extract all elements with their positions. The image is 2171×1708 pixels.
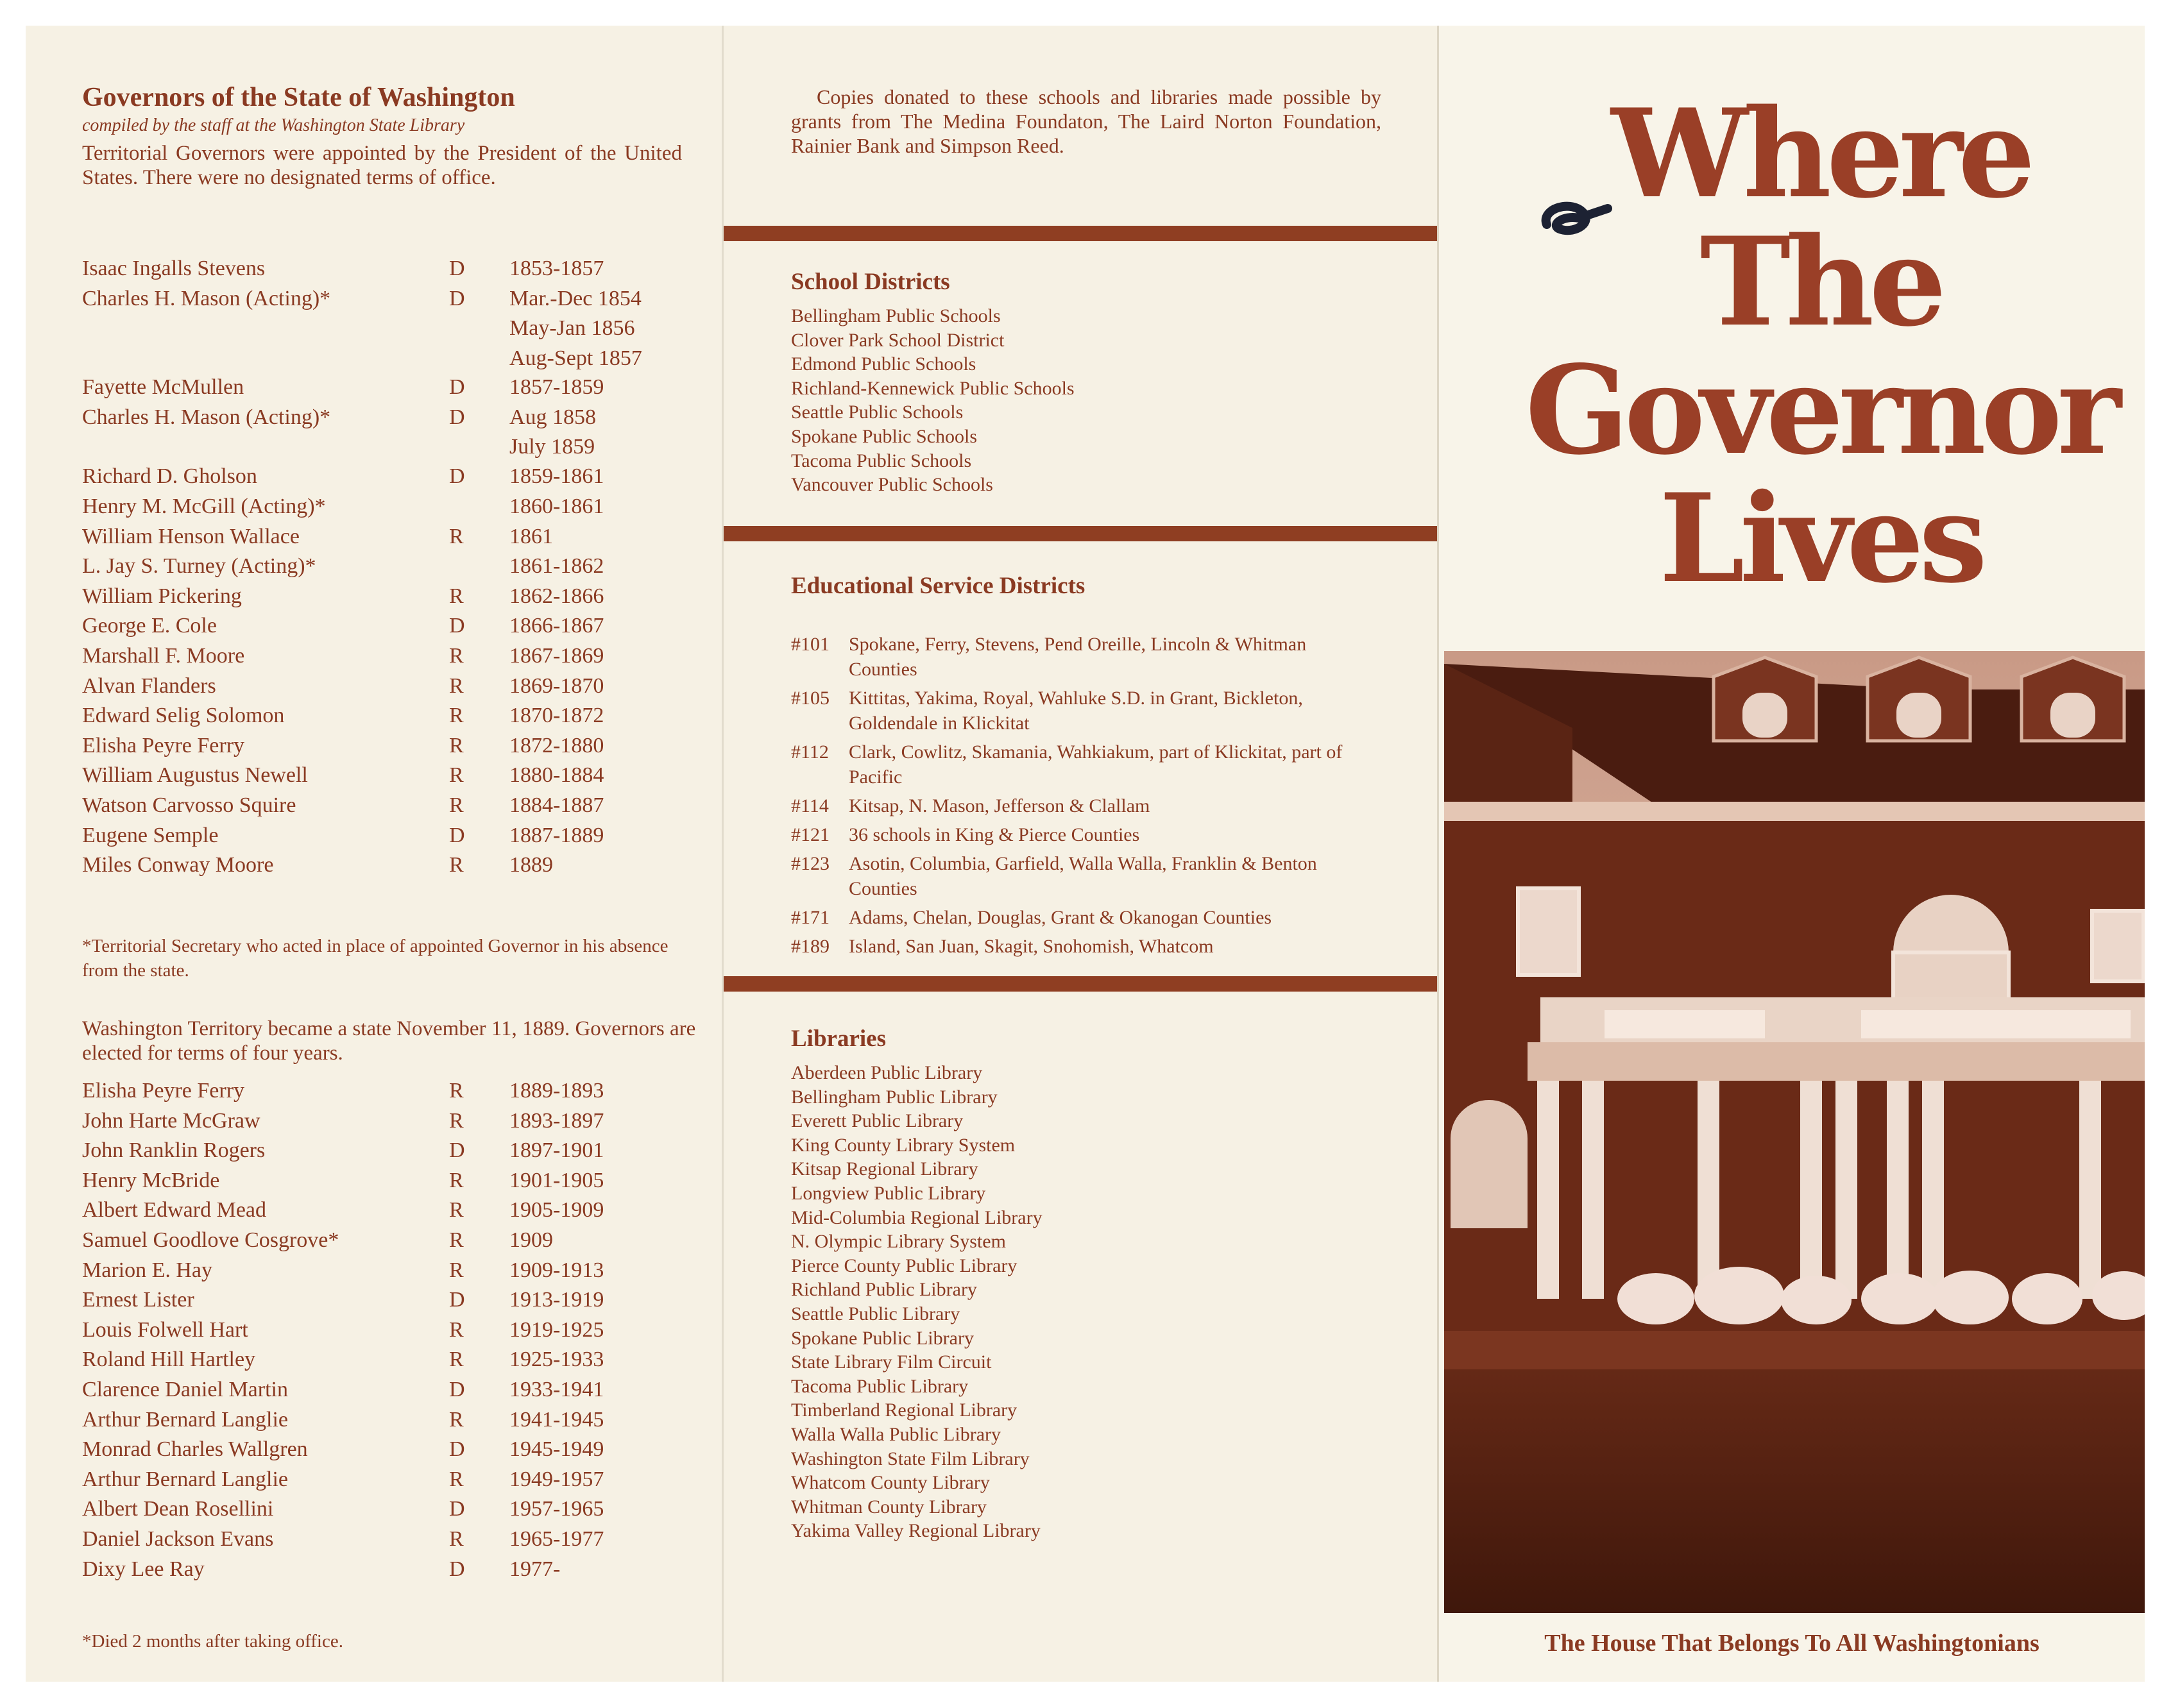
governor-term: July 1859 [509,435,595,459]
governor-row [82,584,698,614]
esd-code: #171 [791,907,830,928]
governor-party: D [449,1497,465,1521]
governor-row [82,375,698,405]
governor-name: Edward Selig Solomon [82,704,285,728]
governor-term: 1857-1859 [509,375,604,400]
school-district-item: Seattle Public Schools [791,402,964,423]
territorial-governors-list [82,257,698,883]
library-item: Whatcom County Library [791,1472,990,1494]
governor-party: D [449,1437,465,1462]
library-item: Pierce County Public Library [791,1255,1017,1276]
governor-name: Roland Hill Hartley [82,1348,256,1372]
governor-term: 1884-1887 [509,793,604,817]
governor-party: R [449,584,464,608]
cover-title-line: Where [1611,82,2031,225]
governor-name: L. Jay S. Turney (Acting)* [82,554,316,579]
esd-counties: Kitsap, N. Mason, Jefferson & Clallam [849,795,1150,816]
governor-row [82,1497,698,1527]
governor-row [82,853,698,883]
library-item: Aberdeen Public Library [791,1062,983,1083]
governor-party: R [449,793,464,817]
governor-term: 1977- [509,1557,561,1581]
governor-term: May-Jan 1856 [509,316,635,341]
cover-title-line: The [1699,210,1942,353]
governor-name: John Ranklin Rogers [82,1138,266,1163]
library-item: Yakima Valley Regional Library [791,1520,1041,1542]
governor-name: Arthur Bernard Langlie [82,1467,288,1491]
governor-term: 1945-1949 [509,1437,604,1462]
governor-party: R [449,1467,464,1491]
governor-term: 1862-1866 [509,584,604,608]
governor-term: 1861 [509,524,553,548]
governor-name: Samuel Goodlove Cosgrove* [82,1228,339,1252]
governor-party: R [449,704,464,728]
esd-item [791,905,1368,930]
governor-term: 1867-1869 [509,643,604,668]
section-divider [724,976,1439,992]
governor-name: Henry McBride [82,1168,220,1192]
governors-title: Governors of the State of Washington [82,83,515,112]
territorial-footnote: *Territorial Secretary who acted in place of appointed Governor in his absence from the state. [82,936,668,981]
governor-row [82,1109,698,1139]
school-district-item: Tacoma Public Schools [791,450,972,471]
governor-party: D [449,614,465,638]
governor-term: Mar.-Dec 1854 [509,286,642,310]
esd-item [791,686,1368,736]
handwritten-mark-icon [1534,189,1624,247]
esd-item [791,740,1368,790]
governor-row [82,793,698,824]
esd-code: #121 [791,824,830,845]
governor-name: John Harte McGraw [82,1108,260,1133]
governor-term: 1901-1905 [509,1168,604,1192]
governor-party: R [449,1228,464,1252]
governor-row [82,1348,698,1378]
cover-title [1500,82,2141,610]
governor-row [82,1228,698,1258]
cover-title-line: Lives [1658,467,1983,610]
governors-panel [26,26,722,1682]
governor-name: Miles Conway Moore [82,853,274,877]
governor-party: R [449,1198,464,1222]
library-item: Seattle Public Library [791,1303,960,1324]
governor-term: Aug-Sept 1857 [509,346,642,370]
governor-name: Charles H. Mason (Acting)* [82,286,331,310]
governors-subtitle: compiled by the staff at the Washington State Library [82,115,465,135]
governor-party: R [449,524,464,548]
esd-counties: Clark, Cowlitz, Skamania, Wahkiakum, part of Klickitat, part of Pacific [849,741,1343,788]
governor-term: 1853-1857 [509,257,604,280]
governor-name: Charles H. Mason (Acting)* [82,405,331,429]
governor-row [82,1169,698,1199]
library-item: Timberland Regional Library [791,1399,1017,1421]
governor-term: 1919-1925 [509,1317,604,1342]
esd-code: #189 [791,936,830,957]
governor-term: 1897-1901 [509,1138,604,1163]
governor-party: R [449,1258,464,1282]
state-footnote: *Died 2 months after taking office. [82,1631,343,1652]
governor-term: Aug 1858 [509,405,597,429]
governor-name: George E. Cole [82,614,217,638]
governor-name: Richard D. Gholson [82,464,257,489]
governor-party: R [449,1079,464,1103]
esd-counties: Kittitas, Yakima, Royal, Wahluke S.D. in Grant, Bickleton, Goldendale in Klickitat [849,688,1303,734]
governor-term: 1925-1933 [509,1348,604,1372]
governor-row [82,1258,698,1289]
governor-term: 1905-1909 [509,1198,604,1222]
section-divider [724,526,1439,541]
governor-term: 1913-1919 [509,1288,604,1312]
school-districts-title: School Districts [791,269,950,295]
governor-row [82,704,698,734]
library-item: Everett Public Library [791,1110,964,1132]
school-district-item: Bellingham Public Schools [791,305,1001,326]
library-item: Mid-Columbia Regional Library [791,1206,1043,1228]
governor-term: 1859-1861 [509,464,604,489]
governor-name: Isaac Ingalls Stevens [82,257,266,280]
governor-name: Ernest Lister [82,1288,194,1312]
governor-row [82,1138,698,1169]
governor-term: 1909 [509,1228,553,1252]
esd-code: #114 [791,795,829,816]
governor-row [82,464,698,495]
governor-party: R [449,643,464,668]
governor-row [82,1408,698,1438]
library-item: Washington State Film Library [791,1448,1030,1469]
governor-party: D [449,1288,465,1312]
governor-row [82,495,698,525]
governor-row [82,525,698,555]
esd-code: #112 [791,741,829,763]
esd-counties: Island, San Juan, Skagit, Snohomish, Whatcom [849,936,1214,957]
library-item: Longview Public Library [791,1182,986,1204]
governor-name: Albert Dean Rosellini [82,1497,274,1521]
esd-counties: Spokane, Ferry, Stevens, Pend Oreille, Lincoln & Whitman Counties [849,634,1307,680]
governor-term: 1887-1889 [509,823,604,847]
esd-code: #105 [791,688,830,709]
governor-party: D [449,257,465,280]
donations-panel [722,26,1439,1682]
territorial-intro: Territorial Governors were appointed by the President of the United States. There were no designated terms of office. [82,142,682,189]
esd-item [791,851,1368,901]
governor-term: 1866-1867 [509,614,604,638]
governor-name: Dixy Lee Ray [82,1557,205,1581]
donation-intro: Copies donated to these schools and libraries made possible by grants from The Medina Foundaton, The Laird Norton Foundation, Rainier Bank and Simpson Reed. [791,85,1381,157]
esd-counties: 36 schools in King & Pierce Counties [849,824,1140,845]
governor-term: 1869-1870 [509,673,604,698]
governor-name: Louis Folwell Hart [82,1317,248,1342]
governor-term: 1965-1977 [509,1526,604,1551]
governor-party: R [449,733,464,757]
section-divider [724,226,1439,241]
governor-party: D [449,464,465,489]
governor-row [82,1079,698,1109]
esd-item [791,822,1368,847]
governor-name: Monrad Charles Wallgren [82,1437,308,1462]
school-district-item: Spokane Public Schools [791,425,977,447]
esd-title: Educational Service Districts [791,573,1086,599]
governor-row [82,763,698,793]
governor-name: Albert Edward Mead [82,1198,267,1222]
esd-item [791,934,1368,959]
governor-row [82,674,698,704]
school-district-item: Edmond Public Schools [791,353,976,375]
governor-party: D [449,1377,465,1401]
governor-row [82,405,698,465]
library-item: Bellingham Public Library [791,1086,998,1108]
governor-term: 1860-1861 [509,494,604,518]
library-item: Richland Public Library [791,1279,977,1301]
governors-mansion-photo [1444,651,2145,1613]
library-item: Kitsap Regional Library [791,1158,978,1180]
governor-row [82,554,698,584]
governor-term: 1889 [509,853,553,877]
governor-party: D [449,1138,465,1163]
governor-row [82,1378,698,1408]
library-item: Spokane Public Library [791,1327,974,1349]
governor-party: D [449,405,465,429]
esd-code: #101 [791,634,830,655]
governor-term: 1933-1941 [509,1377,604,1401]
esd-code: #123 [791,853,830,874]
school-district-item: Vancouver Public Schools [791,474,993,496]
governor-term: 1861-1862 [509,554,604,579]
governor-name: Marshall F. Moore [82,643,245,668]
governor-name: Arthur Bernard Langlie [82,1407,288,1432]
governor-party: D [449,1557,465,1581]
library-item: State Library Film Circuit [791,1351,992,1373]
governor-party: R [449,763,464,788]
statehood-intro: Washington Territory became a state November 11, 1889. Governors are elected for terms of four years. [82,1017,696,1065]
governor-row [82,824,698,854]
governor-row [82,1527,698,1557]
governor-party: D [449,823,465,847]
governor-party: R [449,1526,464,1551]
esd-item [791,793,1368,818]
governor-name: Marion E. Hay [82,1258,213,1282]
governor-party: D [449,375,465,400]
governor-term: 1941-1945 [509,1407,604,1432]
governor-row [82,1557,698,1587]
governor-name: William Augustus Newell [82,763,308,788]
governor-row [82,1437,698,1467]
esd-counties: Asotin, Columbia, Garfield, Walla Walla, Franklin & Benton Counties [849,853,1317,899]
governor-row [82,644,698,674]
library-item: Tacoma Public Library [791,1375,969,1397]
governor-term: 1893-1897 [509,1108,604,1133]
governor-name: Elisha Peyre Ferry [82,1079,245,1103]
libraries-list [791,1061,1368,1543]
governor-name: William Pickering [82,584,242,608]
esd-item [791,632,1368,682]
governor-row [82,257,698,287]
brochure-sheet [26,26,2143,1682]
school-district-item: Richland-Kennewick Public Schools [791,377,1075,399]
governor-name: Clarence Daniel Martin [82,1377,288,1401]
governor-party: R [449,1317,464,1342]
school-district-item: Clover Park School District [791,329,1005,351]
school-districts-list [791,304,1368,497]
governor-name: Alvan Flanders [82,673,216,698]
governor-row [82,614,698,644]
governor-party: R [449,1168,464,1192]
governor-row [82,1467,698,1498]
governor-term: 1949-1957 [509,1467,604,1491]
governor-term: 1957-1965 [509,1497,604,1521]
state-governors-list [82,1079,698,1587]
library-item: King County Library System [791,1134,1016,1156]
governor-name: Henry M. McGill (Acting)* [82,494,326,518]
esd-counties: Adams, Chelan, Douglas, Grant & Okanogan Counties [849,907,1272,928]
governor-term: 1909-1913 [509,1258,604,1282]
libraries-title: Libraries [791,1026,886,1052]
library-item: N. Olympic Library System [791,1231,1006,1253]
governor-party: R [449,1108,464,1133]
governor-name: Watson Carvosso Squire [82,793,296,817]
governor-term: 1870-1872 [509,704,604,728]
cover-tagline: The House That Belongs To All Washingtonians [1544,1630,2039,1657]
governor-row [82,1318,698,1348]
governor-party: R [449,1407,464,1432]
library-item: Whitman County Library [791,1496,987,1518]
governor-name: Fayette McMullen [82,375,244,400]
library-item: Walla Walla Public Library [791,1423,1001,1445]
governor-term: 1889-1893 [509,1079,604,1103]
governor-party: R [449,853,464,877]
governor-row [82,1198,698,1228]
cover-title-line: Governor [1525,339,2116,482]
governor-row [82,287,698,376]
cover-panel [1437,26,2145,1682]
governor-name: Elisha Peyre Ferry [82,733,245,757]
governor-row [82,1288,698,1318]
governor-party: D [449,286,465,310]
governor-party: R [449,673,464,698]
governor-term: 1872-1880 [509,733,604,757]
governor-row [82,734,698,764]
governor-name: William Henson Wallace [82,524,300,548]
governor-term: 1880-1884 [509,763,604,788]
esd-list [791,632,1368,963]
governor-party: R [449,1348,464,1372]
governor-name: Daniel Jackson Evans [82,1526,274,1551]
governor-name: Eugene Semple [82,823,219,847]
